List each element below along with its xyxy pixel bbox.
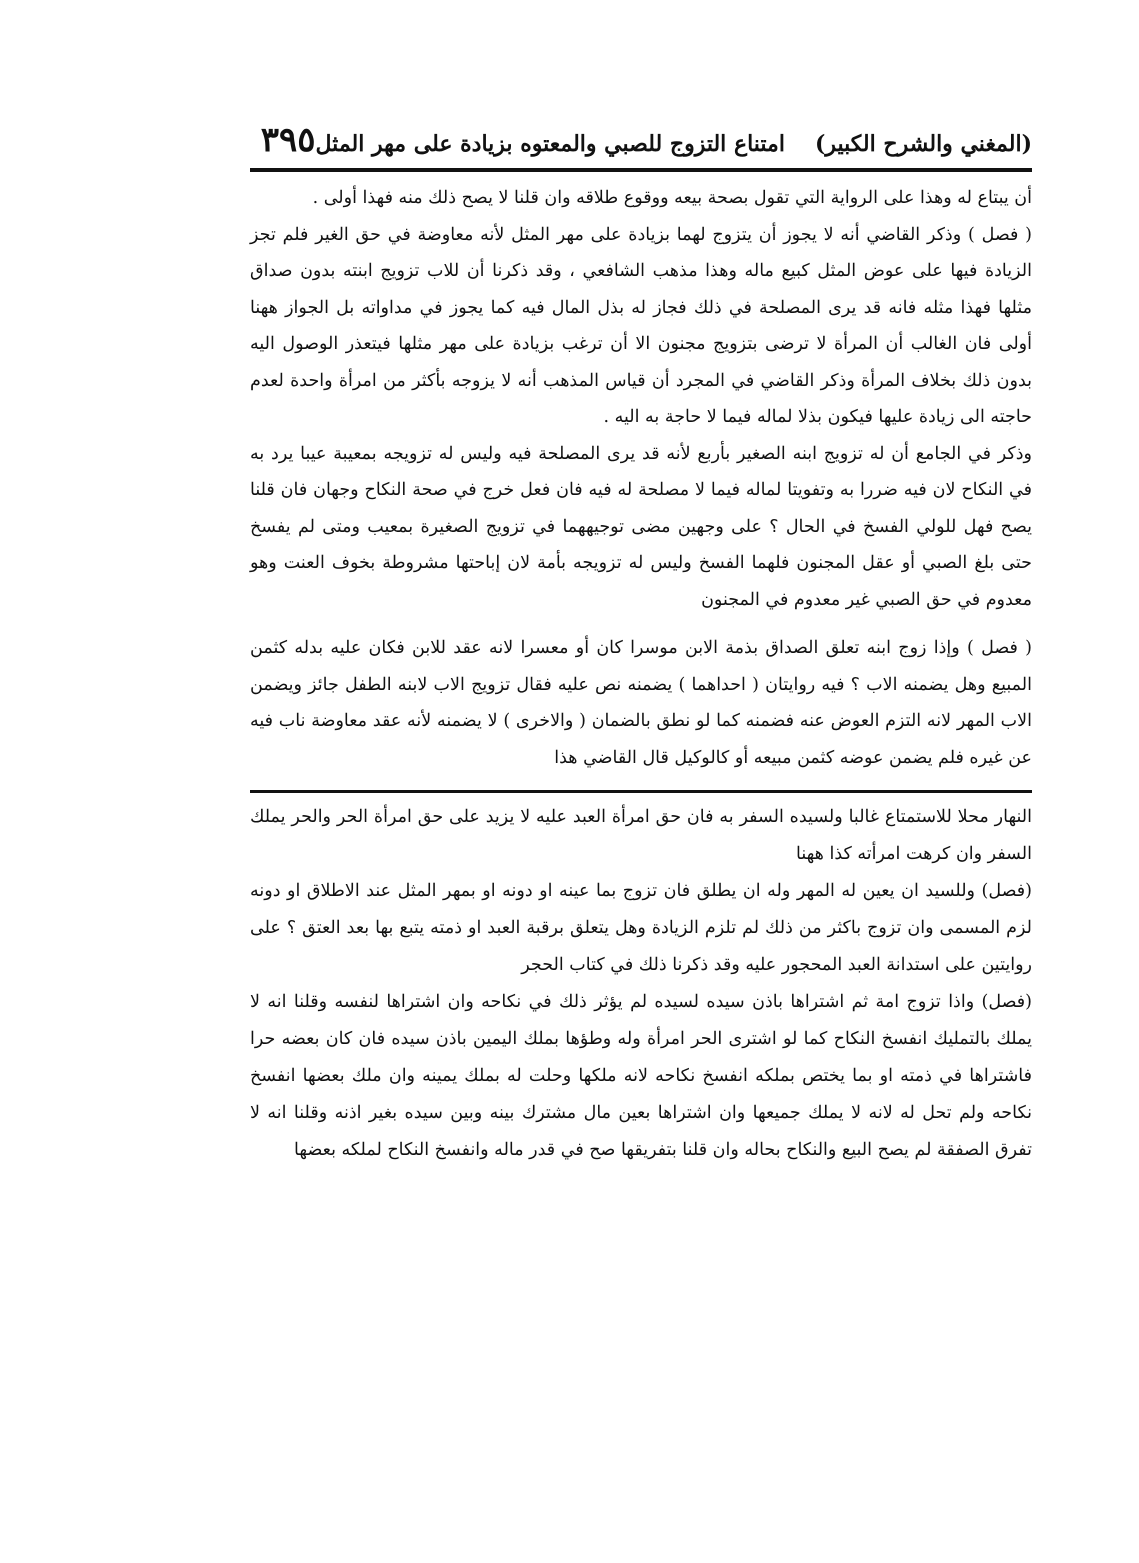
- main-paragraph-1: أن يبتاع له وهذا على الرواية التي تقول بصحة بيعه ووقوع طلاقه وان قلنا لا يصح ذلك منه فهذا أولى .: [312, 188, 1032, 208]
- main-paragraph-3: وذكر في الجامع أن له تزويج ابنه الصغير بأربع لأنه قد يرى المصلحة فيه وليس له تزويجه بمعيبة عيبا يرد به في النكاح لان فيه ضررا به وتفويتا لماله فيما لا مصلحة له فيه فان فعل خرج في صحة النكاح وجهان فان قلنا يصح فهل للولي الفسخ في الحال ؟ على وجهين مضى توجيههما في تزويج الصغيرة بمعيب ومتى لم يفسخ حتى بلغ الصبي أو عقل المجنون فلهما الفسخ وليس له تزويجه بأمة لان إباحتها مشروطة بخوف العنت وهو معدوم في حق الصبي غير معدوم في المجنون: [250, 443, 1032, 610]
- page-number: ٣٩٥: [260, 120, 316, 160]
- commentary-paragraph-2: (فصل) وللسيد ان يعين له المهر وله ان يطلق فان تزوج بما عينه او دونه او بمهر المثل عند الاطلاق او دونه لزم المسمى وان تزوج باكثر من ذلك لم تلزم الزيادة وهل يتعلق برقبة العبد او ذمته يتبع بها بعد العتق ؟ على روايتين على استدانة العبد المحجور عليه وقد ذكرنا ذلك في كتاب الحجر: [250, 881, 1032, 975]
- book-page: [250, 120, 1032, 1169]
- section-title: امتناع التزوج للصبي والمعتوه بزيادة على مهر المثل: [315, 131, 785, 157]
- commentary-section: [250, 790, 1032, 1169]
- running-head: [250, 120, 1032, 172]
- main-text: [250, 180, 1032, 776]
- commentary-paragraph-1: النهار محلا للاستمتاع غالبا ولسيده السفر به فان حق امرأة العبد عليه لا يزيد على حق امرأة الحر والحر يملك السفر وان كرهت امرأته كذا ههنا: [250, 807, 1032, 864]
- commentary-paragraph-3: (فصل) واذا تزوج امة ثم اشتراها باذن سيده لسيده لم يؤثر ذلك في نكاحه وان اشتراها لنفسه وقلنا انه لا يملك بالتمليك انفسخ النكاح كما لو اشترى الحر امرأة وله وطؤها بملك اليمين باذن سيده فان كان بعضه حرا فاشتراها في ذمته او بما يختص بملكه انفسخ نكاحه لانه ملكها وحلت له بملك يمينه وان ملك بعضها انفسخ نكاحه ولم تحل له لانه لا يملك جميعها وان اشتراها بعين مال مشترك بينه وبين سيده بغير اذنه وقلنا انه لا تفرق الصفقة لم يصح البيع والنكاح بحاله وان قلنا بتفريقها صح في قدر ماله وانفسخ النكاح لملكه بعضها: [250, 992, 1032, 1160]
- book-title: (المغني والشرح الكبير): [814, 131, 1032, 157]
- main-paragraph-2: ( فصل ) وذكر القاضي أنه لا يجوز أن يتزوج لهما بزيادة على مهر المثل لأنه معاوضة في حق الغير فلم تجز الزيادة فيها على عوض المثل كبيع ماله وهذا مذهب الشافعي ، وقد ذكرنا أن للاب تزويج ابنته بدون صداق مثلها فهذا مثله فانه قد يرى المصلحة في ذلك فجاز له بذل المال فيه كما يجوز في مداواته بل الجواز ههنا أولى فان الغالب أن المرأة لا ترضى بتزويج مجنون الا أن ترغب بزيادة على مهر مثلها فيتعذر الوصول اليه بدون ذلك بخلاف المرأة وذكر القاضي في المجرد أن قياس المذهب أنه لا يزوجه بأكثر من امرأة واحدة لعدم حاجته الى زيادة عليها فيكون بذلا لماله فيما لا حاجة به اليه .: [250, 224, 1032, 427]
- main-paragraph-4: ( فصل ) وإذا زوج ابنه تعلق الصداق بذمة الابن موسرا كان أو معسرا لانه عقد للابن فكان عليه بدله كثمن المبيع وهل يضمنه الاب ؟ فيه روايتان ( احداهما ) يضمنه نص عليه فقال تزويج الاب لابنه الطفل جائز ويضمن الاب المهر لانه التزم العوض عنه فضمنه كما لو نطق بالضمان ( والاخرى ) لا يضمنه لأنه عقد معاوضة ناب فيه عن غيره فلم يضمن عوضه كثمن مبيعه أو كالوكيل قال القاضي هذا: [250, 638, 1032, 768]
